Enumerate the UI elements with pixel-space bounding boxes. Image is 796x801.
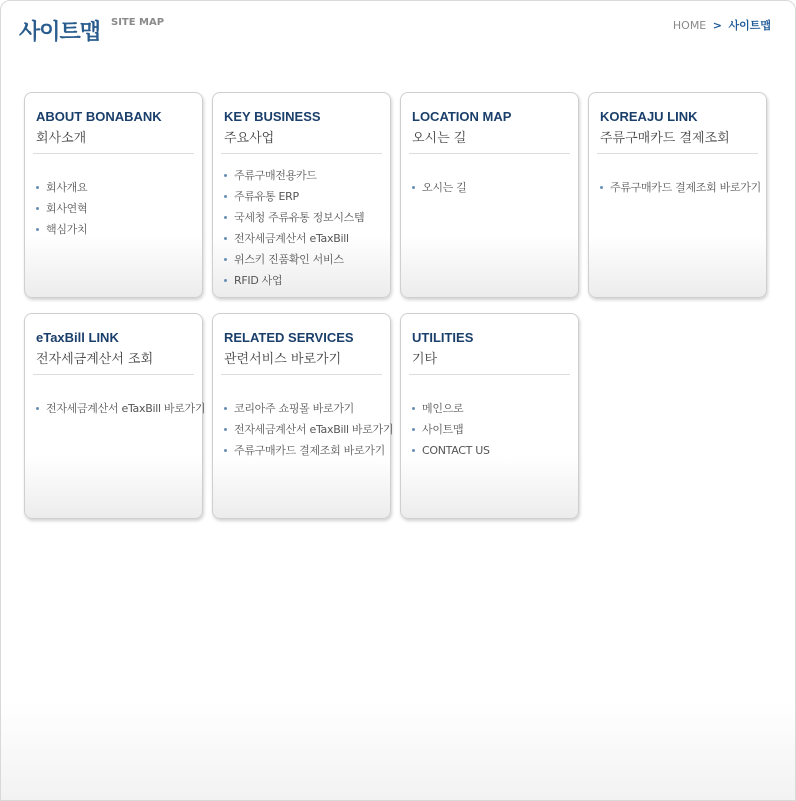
link-liquor-purchase-card[interactable]: 주류구매전용카드 [224, 165, 386, 186]
card-subtitle: 전자세금계산서 조회 [36, 352, 154, 367]
breadcrumb-separator-icon: > [712, 19, 722, 32]
card-divider [409, 153, 570, 154]
card-link-list [224, 165, 386, 291]
link-directions[interactable]: 오시는 길 [412, 177, 574, 198]
card-title: KOREAJU LINK [600, 109, 698, 124]
link-sitemap[interactable]: 사이트맵 [412, 419, 574, 440]
card-subtitle: 기타 [412, 352, 438, 367]
card-about-bonabank [24, 92, 203, 298]
card-link-list [36, 177, 198, 240]
link-etaxbill[interactable]: 전자세금계산서 eTaxBill [224, 228, 386, 249]
link-card-payment-lookup[interactable]: 주류구매카드 결제조회 바로가기 [600, 177, 762, 198]
card-subtitle: 관련서비스 바로가기 [224, 352, 342, 367]
card-subtitle: 오시는 길 [412, 131, 467, 146]
card-title: eTaxBill LINK [36, 330, 119, 345]
card-divider [597, 153, 758, 154]
breadcrumb [673, 17, 771, 33]
link-etaxbill-shortcut[interactable]: 전자세금계산서 eTaxBill 바로가기 [224, 419, 386, 440]
link-koreaju-shop[interactable]: 코리아주 쇼핑몰 바로가기 [224, 398, 386, 419]
card-key-business [212, 92, 391, 298]
card-etaxbill-link [24, 313, 206, 519]
link-contact-us[interactable]: CONTACT US [412, 440, 574, 461]
link-company-overview[interactable]: 회사개요 [36, 177, 198, 198]
link-etaxbill-shortcut[interactable]: 전자세금계산서 eTaxBill 바로가기 [36, 398, 198, 419]
link-company-history[interactable]: 회사연혁 [36, 198, 198, 219]
card-divider [221, 374, 382, 375]
card-link-list [412, 398, 574, 461]
card-divider [33, 374, 194, 375]
link-rfid-business[interactable]: RFID 사업 [224, 270, 386, 291]
card-divider [33, 153, 194, 154]
link-card-payment-lookup[interactable]: 주류구매카드 결제조회 바로가기 [224, 440, 386, 461]
link-liquor-erp[interactable]: 주류유통 ERP [224, 186, 386, 207]
card-title: RELATED SERVICES [224, 330, 354, 345]
page-title: 사이트맵 [19, 20, 101, 45]
page-header [19, 13, 771, 43]
card-title: ABOUT BONABANK [36, 109, 162, 124]
card-related-services [212, 313, 394, 519]
card-location-map [400, 92, 579, 298]
card-subtitle: 주요사업 [224, 131, 275, 146]
card-link-list [224, 398, 394, 461]
card-link-list [36, 398, 206, 419]
page-subtitle: SITE MAP [111, 17, 165, 28]
link-core-values[interactable]: 핵심가치 [36, 219, 198, 240]
card-title: UTILITIES [412, 330, 474, 345]
card-title: KEY BUSINESS [224, 109, 321, 124]
breadcrumb-current: 사이트맵 [728, 19, 771, 32]
card-link-list [412, 177, 574, 198]
card-subtitle: 주류구매카드 결제조회 [600, 131, 730, 146]
card-link-list [600, 177, 762, 198]
card-subtitle: 회사소개 [36, 131, 87, 146]
card-divider [409, 374, 570, 375]
link-whisky-authentication[interactable]: 위스키 진품확인 서비스 [224, 249, 386, 270]
card-utilities [400, 313, 579, 519]
card-divider [221, 153, 382, 154]
card-koreaju-link [588, 92, 767, 298]
link-main[interactable]: 메인으로 [412, 398, 574, 419]
link-nts-info-system[interactable]: 국세청 주류유통 정보시스템 [224, 207, 386, 228]
card-title: LOCATION MAP [412, 109, 512, 124]
breadcrumb-home-link[interactable]: HOME [672, 19, 707, 32]
